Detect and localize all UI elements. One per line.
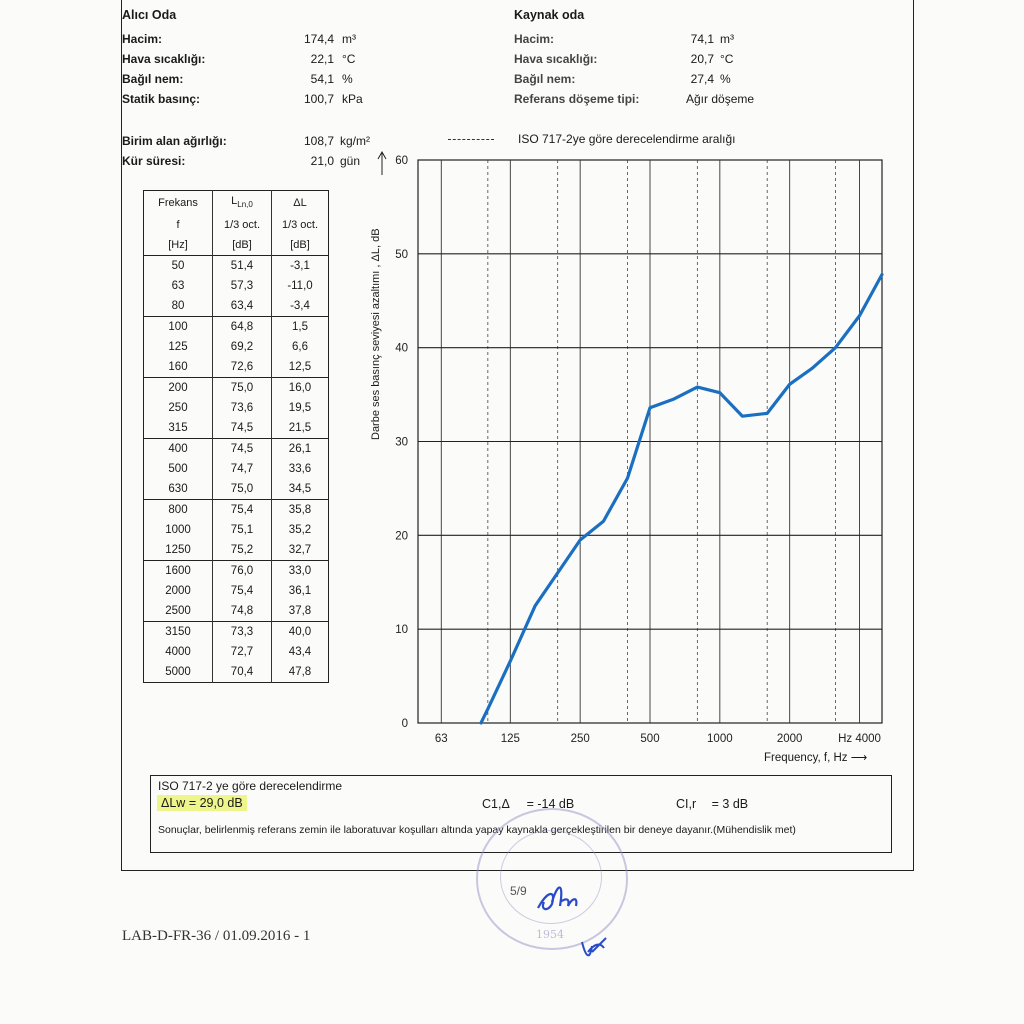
col-header: [dB] (290, 239, 310, 252)
table-cell: 73,6 (213, 398, 272, 418)
table-cell: 80 (144, 296, 213, 317)
c1-label: C1,Δ (482, 797, 510, 811)
table-cell: 1000 (144, 520, 213, 540)
x-tick-label: 1000 (707, 733, 733, 745)
source-value: Ağır döşeme (686, 92, 755, 106)
table-cell: 35,8 (288, 504, 312, 517)
table-cell: 1,5 (292, 321, 308, 334)
table-cell: 69,2 (213, 337, 272, 357)
table-cell: 125 (144, 337, 213, 357)
y-tick-label: 60 (395, 155, 408, 167)
table-cell: 19,5 (288, 402, 312, 415)
c1-value: = -14 dB (526, 797, 575, 811)
col-header: ΔL (293, 197, 307, 210)
chart-ylabel: Darbe ses basınç seviyesi azaltımı , ΔL, dB (370, 228, 382, 440)
dlw-result (157, 795, 247, 811)
footer-code: LAB-D-FR-36 / 01.09.2016 - 1 (122, 928, 311, 944)
table-cell: 5000 (144, 662, 213, 683)
source-value: 20,7 (690, 52, 714, 66)
source-unit: m³ (720, 32, 734, 46)
y-tick-label: 0 (401, 718, 408, 730)
table-cell: 33,0 (288, 565, 312, 578)
receiver-value: 54,1 (310, 72, 334, 86)
receiver-label: Hava sıcaklığı: (122, 52, 206, 66)
source-value: 74,1 (690, 32, 714, 46)
x-tick-label: 125 (500, 733, 520, 745)
col-header: [Hz] (144, 235, 213, 256)
y-tick-label: 20 (395, 530, 408, 543)
source-title: Kaynak oda (514, 8, 585, 22)
table-cell: 400 (144, 439, 213, 460)
receiver-label: Hacim: (122, 32, 163, 46)
col-header: Frekans (144, 191, 213, 216)
y-tick-label: 10 (395, 624, 408, 637)
table-cell: 74,5 (213, 439, 272, 460)
stamp-year: 1954 (536, 928, 564, 941)
table-cell: 73,3 (213, 622, 272, 643)
table-cell: 26,1 (288, 443, 312, 456)
table-cell: 800 (144, 500, 213, 521)
table-cell: 32,7 (288, 544, 312, 557)
table-cell: 33,6 (288, 463, 312, 476)
x-tick-label: 63 (434, 733, 448, 745)
table-cell: 200 (144, 378, 213, 399)
x-tick-label: Hz 4000 (838, 733, 881, 745)
mass-value: 108,7 (303, 134, 334, 148)
cure-unit: gün (340, 154, 361, 168)
table-cell: 74,5 (213, 418, 272, 439)
y-tick-label: 30 (395, 436, 408, 449)
series-line (481, 274, 882, 723)
legend-text: ISO 717-2ye göre derecelendirme aralığı (518, 132, 736, 146)
x-tick-label: 500 (640, 733, 660, 745)
col-header: 1/3 oct. (281, 219, 319, 232)
table-cell: 74,8 (213, 601, 272, 622)
table-cell: 72,6 (213, 357, 272, 378)
chart-xlabel-text: Frequency, f, Hz (764, 752, 848, 764)
ln0-sub: Ln,0 (237, 200, 253, 210)
c2-label: CI,r (676, 797, 697, 811)
table-cell: 34,5 (288, 483, 312, 496)
cure-label: Kür süresi: (122, 154, 186, 168)
table-cell: 16,0 (288, 382, 312, 395)
table-cell: 75,1 (213, 520, 272, 540)
table-cell: 75,0 (213, 479, 272, 500)
table-cell: 76,0 (213, 561, 272, 582)
table-cell: 2000 (144, 581, 213, 601)
table-cell: 63 (144, 276, 213, 296)
source-value: 27,4 (690, 72, 714, 86)
table-cell: 35,2 (288, 524, 312, 537)
table-cell: 75,2 (213, 540, 272, 561)
table-cell: 37,8 (288, 605, 312, 618)
table-cell: 43,4 (288, 646, 312, 659)
table-cell: 630 (144, 479, 213, 500)
table-cell: 12,5 (288, 361, 312, 374)
table-cell: 75,0 (213, 378, 272, 399)
table-cell: 315 (144, 418, 213, 439)
col-header: [dB] (213, 235, 272, 256)
table-cell: 51,4 (213, 256, 272, 277)
table-cell: 21,5 (288, 422, 312, 435)
table-cell: 160 (144, 357, 213, 378)
receiver-unit: °C (342, 52, 356, 66)
table-cell: 40,0 (288, 626, 312, 639)
table-cell: 1250 (144, 540, 213, 561)
table-cell: 75,4 (213, 500, 272, 521)
y-tick-label: 40 (395, 342, 408, 355)
source-unit: % (720, 72, 731, 86)
signature (530, 872, 630, 972)
table-cell: 72,7 (213, 642, 272, 662)
receiver-unit: % (342, 72, 353, 86)
receiver-unit: kPa (342, 92, 363, 106)
receiver-label: Statik basınç: (122, 92, 201, 106)
table-cell: -3,4 (290, 300, 310, 313)
dlw-value: = 29,0 dB (188, 796, 243, 810)
receiver-unit: m³ (342, 32, 356, 46)
receiver-title: Alıcı Oda (122, 8, 177, 22)
table-cell: 250 (144, 398, 213, 418)
source-label: Referans döşeme tipi: (514, 92, 640, 106)
c2-result (676, 797, 748, 811)
mass-unit: kg/m² (340, 134, 370, 148)
table-cell: 57,3 (213, 276, 272, 296)
rating-note: Sonuçlar, belirlenmiş referans zemin ile laboratuvar koşulları altında yapay kaynakla gerçekleştirilen bir deneye dayanır.(Mühendislik met) (158, 824, 796, 836)
table-cell: 4000 (144, 642, 213, 662)
source-label: Hava sıcaklığı: (514, 52, 598, 66)
receiver-value: 22,1 (310, 52, 334, 66)
table-cell: 36,1 (288, 585, 312, 598)
dlw-label: ΔLw (161, 796, 186, 810)
source-unit: °C (720, 52, 734, 66)
col-header: 1/3 oct. (213, 215, 272, 235)
x-tick-label: 250 (570, 733, 590, 745)
chart-xlabel: Frequency, f, Hz ⟶ (764, 752, 868, 764)
x-tick-label: 2000 (776, 733, 803, 745)
table-cell: 100 (144, 317, 213, 338)
col-header: $L_{Ln,0}$ (213, 191, 272, 216)
table-cell: 3150 (144, 622, 213, 643)
table-cell: 75,4 (213, 581, 272, 601)
table-cell: 50 (144, 256, 213, 277)
source-label: Hacim: (514, 32, 555, 46)
table-cell: 74,7 (213, 459, 272, 479)
rating-title: ISO 717-2 ye göre derecelendirme (158, 779, 343, 793)
table-cell: 6,6 (292, 341, 308, 354)
table-cell: 64,8 (213, 317, 272, 338)
table-cell: -3,1 (290, 260, 310, 273)
table-cell: 63,4 (213, 296, 272, 317)
table-cell: 70,4 (213, 662, 272, 683)
mass-label: Birim alan ağırlığı: (122, 134, 227, 148)
y-tick-label: 50 (395, 248, 408, 261)
source-label: Bağıl nem: (514, 72, 576, 86)
table-cell: 500 (144, 459, 213, 479)
c2-value: = 3 dB (711, 797, 749, 811)
page-number: 5/9 (510, 884, 527, 898)
receiver-label: Bağıl nem: (122, 72, 184, 86)
table-cell: 2500 (144, 601, 213, 622)
col-header: f (144, 215, 213, 235)
table-cell: 47,8 (288, 666, 312, 679)
cure-value: 21,0 (310, 154, 334, 168)
receiver-value: 100,7 (303, 92, 334, 106)
table-cell: -11,0 (287, 280, 313, 293)
receiver-value: 174,4 (303, 32, 334, 46)
table-cell: 1600 (144, 561, 213, 582)
